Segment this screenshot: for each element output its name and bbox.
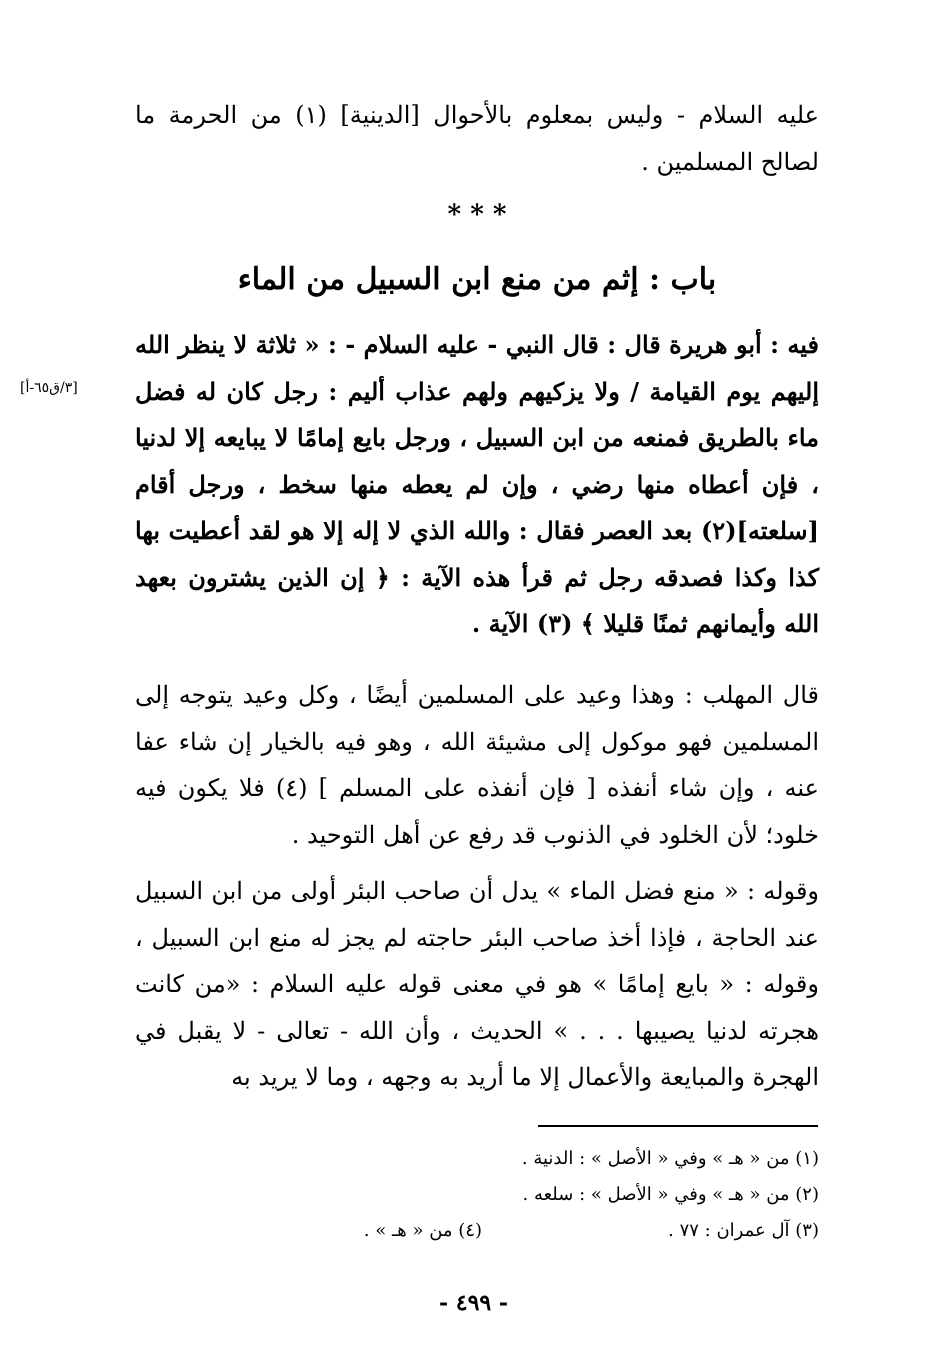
muhallab-paragraph: قال المهلب : وهذا وعيد على المسلمين أيضًا ، وكل وعيد يتوجه إلى المسلمين فهو موكول إلى مشيئة الله ، وهو فيه بالخيار إن شاء عفا عنه ، وإن شاء أنفذه [ فإن أنفذه على المسلم ] (٤) فلا يكون فيه خلود؛ لأن الخلود في الذنوب قد رفع عن أهل التوحيد . xyxy=(135,681,819,849)
manuscript-margin-note: [٣/ق٦٥-أ] xyxy=(20,380,78,396)
footnote-divider xyxy=(538,1125,818,1127)
intro-paragraph: عليه السلام - وليس بمعلوم بالأحوال [الدينية] (١) من الحرمة ما لصالح المسلمين . xyxy=(135,101,819,176)
footnote-3: (٣) آل عمران : ٧٧ . xyxy=(668,1220,819,1241)
footnote-2: (٢) من « هـ » وفي « الأصل » : سلعه . xyxy=(522,1184,819,1205)
commentary-paragraph: وقوله : « منع فضل الماء » يدل أن صاحب البئر أولى من ابن السبيل عند الحاجة ، فإذا أخذ صاحب البئر حاجته لم يجز له منع ابن السبيل ، وقوله : « بايع إمامًا » هو في معنى قوله عليه السلام : «من كانت هجرته لدنيا يصيبها . . . » الحديث ، وأن الله - تعالى - لا يقبل في الهجرة والمبايعة والأعمال إلا ما أريد به وجهه ، وما لا يريد به xyxy=(135,877,819,1091)
page-number: - ٤٩٩ - xyxy=(438,1290,509,1316)
chapter-title: باب : إثم من منع ابن السبيل من الماء xyxy=(237,262,717,297)
hadith-paragraph: فيه : أبو هريرة قال : قال النبي - عليه السلام - : « ثلاثة لا ينظر الله إليهم يوم القيامة / ولا يزكيهم ولهم عذاب أليم : رجل كان له فضل ماء بالطريق فمنعه من ابن السبيل ، ورجل بايع إمامًا لا يبايعه إلا لدنيا ، فإن أعطاه منها رضي ، وإن لم يعطه منها سخط ، ورجل أقام [سلعته](٢) بعد العصر فقال : والله الذي لا إله إلا هو لقد أعطيت بها كذا وكذا فصدقه رجل ثم قرأ هذه الآية : ﴿ إن الذين يشترون بعهد الله وأيمانهم ثمنًا قليلا ﴾ (٣) الآية . xyxy=(135,330,819,638)
footnote-1: (١) من « هـ » وفي « الأصل » : الدنية . xyxy=(521,1148,819,1169)
footnote-4: (٤) من « هـ » . xyxy=(363,1220,482,1241)
section-separator: * * * xyxy=(447,200,507,230)
